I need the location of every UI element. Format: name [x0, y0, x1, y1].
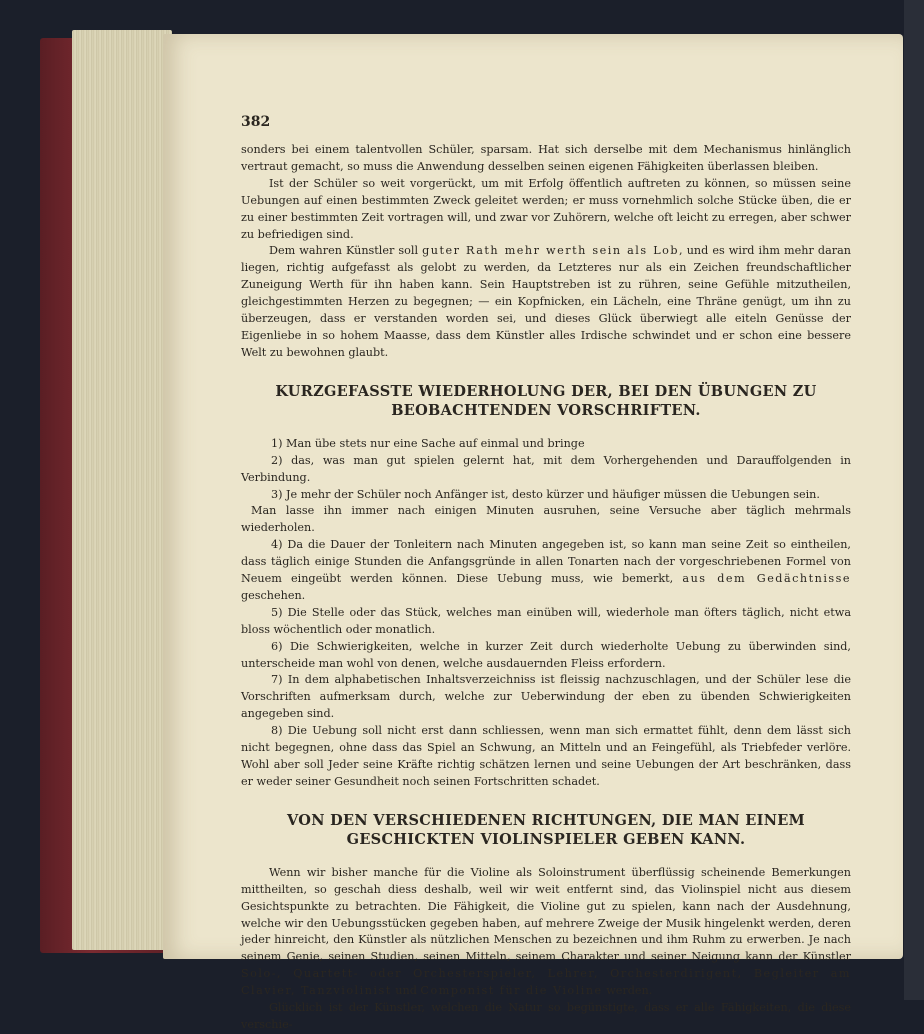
paragraph — [241, 243, 851, 361]
text-run: geschehen. — [241, 588, 306, 602]
text-run: Wenn wir bisher manche für die Violine als Soloinstrument überflüssig scheinende Bemerkungen mittheilten, so geschah diess deshalb, weil wir weit entfernt sind, das Violinspiel nicht aus diesem Gesichtspunkte zu betrachten. Die Fähigkeit, die Violine gut zu spielen, kann nach der Ausdehnung, welche wir den Uebungsstücken gegeben haben, auf mehrere Zweige der Musik hingelenkt werden, deren jeder hinreicht, den Künstler als nützlichen Menschen zu bezeichnen und ihm Ruhm zu erwerben. Je nach seinem Genie, seinen Studien, seinen Mitteln, seinem Charakter und seiner Neigung kann der Künstler — [241, 865, 851, 964]
spaced-emphasis: Componist für die Violine — [420, 984, 603, 998]
text-run: , und es wird ihm mehr daran liegen, richtig aufgefasst als gelobt zu werden, da Letzteres nur als ein Zeichen freundschaftlicher Zuneigung Werth für ihn haben kann. Sein Hauptstreben ist zu rühren, seine Gefühle mitzutheilen, gleichgestimmten Herzen zu begegnen; — ein Kopfnicken, ein Lächeln, eine Thräne genügt, um ihn zu überzeugen, dass er verstanden worden sei, und dieses Glück überwiegt alle eiteln Genüsse der Eigenliebe in so hohem Maasse, dass dem Künstler alles Irdische schwindet und er schon eine bessere Welt zu bewohnen glaubt. — [241, 244, 851, 359]
rule-item: 2) das, was man gut spielen gelernt hat, mit dem Vorhergehenden und Darauffolgenden in Verbindung. — [241, 453, 851, 484]
paragraph: Glücklich ist der Künstler, welchen die Natur so begünstigte, dass er alle Fähigkeiten, die diese verschie- — [241, 1001, 851, 1031]
text-run: 4) Da die Dauer der Tonleitern nach Minuten angegeben ist, so kann man seine Zeit so eintheilen, dass täglich einige Stunden die Anfangsgründe in allen Tonarten nach der vorgeschriebenen Formel von Neuem eingeübt werden können. Diese Uebung muss, wie bemerkt, — [241, 538, 851, 586]
background-strip — [904, 0, 924, 1000]
section-heading: KURZGEFASSTE WIEDERHOLUNG DER, BEI DEN ÜBUNGEN ZU BEOBACHTENDEN VORSCHRIFTEN. — [275, 382, 817, 419]
rule-item: 6) Die Schwierigkeiten, welche in kurzer Zeit durch wiederholte Uebung zu überwinden sind, unterscheide man wohl von denen, welche ausdauernden Fleiss erfordern. — [241, 639, 851, 670]
text-run: werden. — [602, 984, 653, 998]
rule-item: 7) In dem alphabetischen Inhaltsverzeichniss ist fleissig nachzuschlagen, und der Schüler lese die Vorschriften aufmerksam durch, welche zur Ueberwindung der eben zu übenden Schwierigkeiten angegeben sind. — [241, 673, 851, 721]
book-page — [163, 34, 903, 1031]
spaced-emphasis: Solo-, Quartett- oder Orchesterspieler, Lehrer, Orchesterdirigent, Begleiter am Clavier, Tanzviolinist — [241, 967, 851, 998]
page-edges — [72, 30, 172, 950]
paragraph: sonders bei einem talentvollen Schüler, sparsam. Hat sich derselbe mit dem Mechanismus hinlänglich vertraut gemacht, so muss die Anwendung desselben seinen eigenen Fähigkeiten überlassen bleiben. — [241, 143, 851, 173]
rule-item: 3) Je mehr der Schüler noch Anfänger ist, desto kürzer und häufiger müssen die Uebungen sein. — [271, 487, 820, 501]
spaced-emphasis: guter Rath mehr werth sein als Lob — [422, 244, 680, 258]
rule-item — [241, 537, 851, 605]
page-number: 382 — [241, 114, 271, 130]
page-body — [241, 142, 851, 1034]
text-run: Dem wahren Künstler soll — [269, 244, 423, 258]
rule-item: 8) Die Uebung soll nicht erst dann schliessen, wenn man sich ermattet fühlt, denn dem lässt sich nicht begegnen, ohne dass das Spiel an Schwung, an Mitteln und an Feingefühl, als Triebfeder verlöre. Wohl aber soll Jeder seine Kräfte richtig schätzen lernen und seine Uebungen der Art beschränken, dass er weder seiner Gesundheit noch seinen Fortschritten schadet. — [241, 724, 851, 788]
paragraph — [241, 865, 851, 1000]
section-heading: VON DEN VERSCHIEDENEN RICHTUNGEN, DIE MAN EINEM GESCHICKTEN VIOLINSPIELER GEBEN KANN. — [287, 811, 805, 848]
paragraph: Ist der Schüler so weit vorgerückt, um mit Erfolg öffentlich auftreten zu können, so müssen seine Uebungen auf einen bestimmten Zweck geleitet werden; er muss vornehmlich solche Stücke üben, die er zu einer bestimmten Zeit vortragen will, und zwar vor Zuhörern, welche oft leicht zu erregen, aber schwer zu befriedigen sind. — [241, 176, 851, 241]
text-run: und — [391, 984, 421, 998]
rule-item: 1) Man übe stets nur eine Sache auf einmal und bringe — [271, 436, 585, 450]
spaced-emphasis: aus dem Gedächtnisse — [682, 572, 851, 586]
rule-item: 5) Die Stelle oder das Stück, welches man einüben will, wiederhole man öfters täglich, nicht etwa bloss wöchentlich oder monatlich. — [241, 605, 851, 636]
rule-item-continuation: Man lasse ihn immer nach einigen Minuten ausruhen, seine Versuche aber täglich mehrmals wiederholen. — [241, 504, 851, 535]
